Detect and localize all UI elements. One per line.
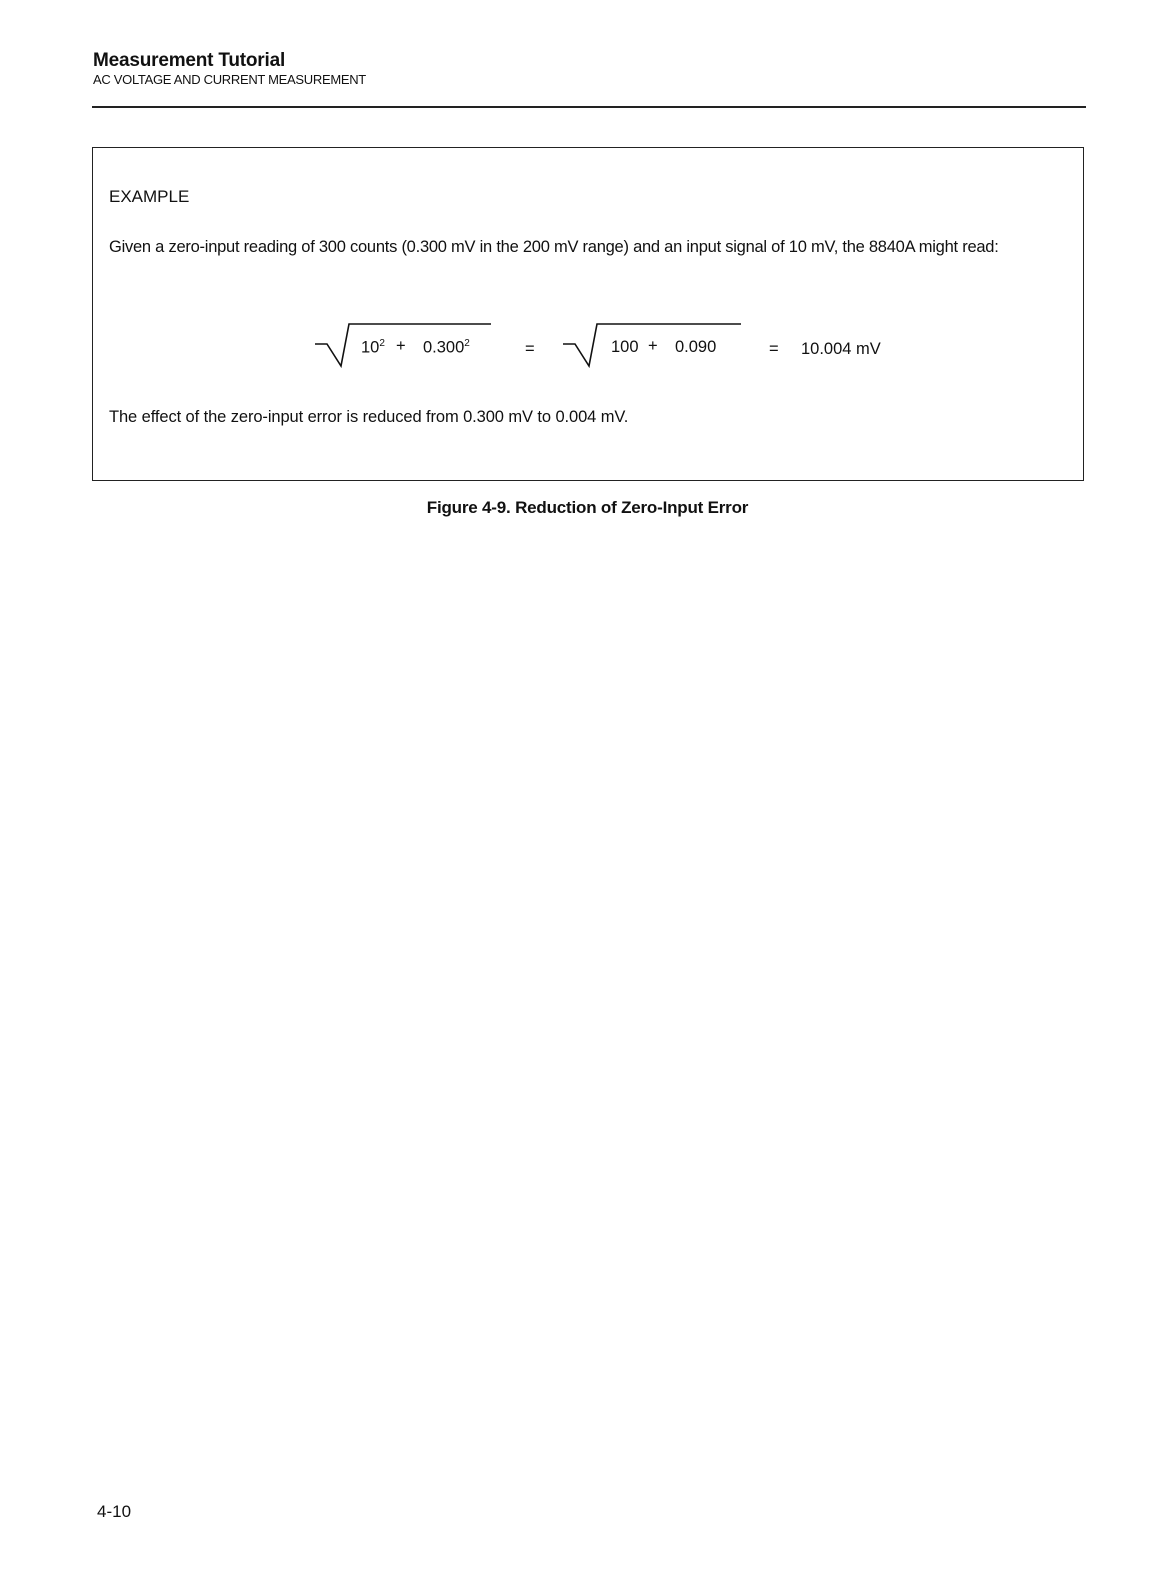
example-label: EXAMPLE <box>109 187 190 206</box>
equation-term: 100 <box>611 338 639 356</box>
equation-operator-plus: + <box>396 337 406 355</box>
equation-operator-plus: + <box>648 337 658 355</box>
equation-term: 0.090 <box>675 338 717 356</box>
equation-operator-equals: = <box>769 340 779 358</box>
equation <box>93 318 1083 378</box>
figure-caption: Figure 4-9. Reduction of Zero-Input Error <box>426 498 749 517</box>
page-header-subtitle: AC VOLTAGE AND CURRENT MEASUREMENT <box>93 72 366 87</box>
example-box <box>92 147 1084 481</box>
example-given-text: Given a zero-input reading of 300 counts (0.300 mV in the 200 mV range) and an input signal of 10 mV, the 8840A might read: <box>109 238 999 256</box>
equation-term: $10^2$ <box>361 338 385 357</box>
header-divider <box>92 106 1086 108</box>
example-effect-text: The effect of the zero-input error is reduced from 0.300 mV to 0.004 mV. <box>109 408 629 426</box>
equation-operator-equals: = <box>525 340 535 358</box>
page-number: 4-10 <box>97 1502 132 1521</box>
page-header-title: Measurement Tutorial <box>93 50 286 71</box>
equation-term: 0.300$^2$ <box>423 338 470 357</box>
equation-result: 10.004 mV <box>801 340 881 358</box>
